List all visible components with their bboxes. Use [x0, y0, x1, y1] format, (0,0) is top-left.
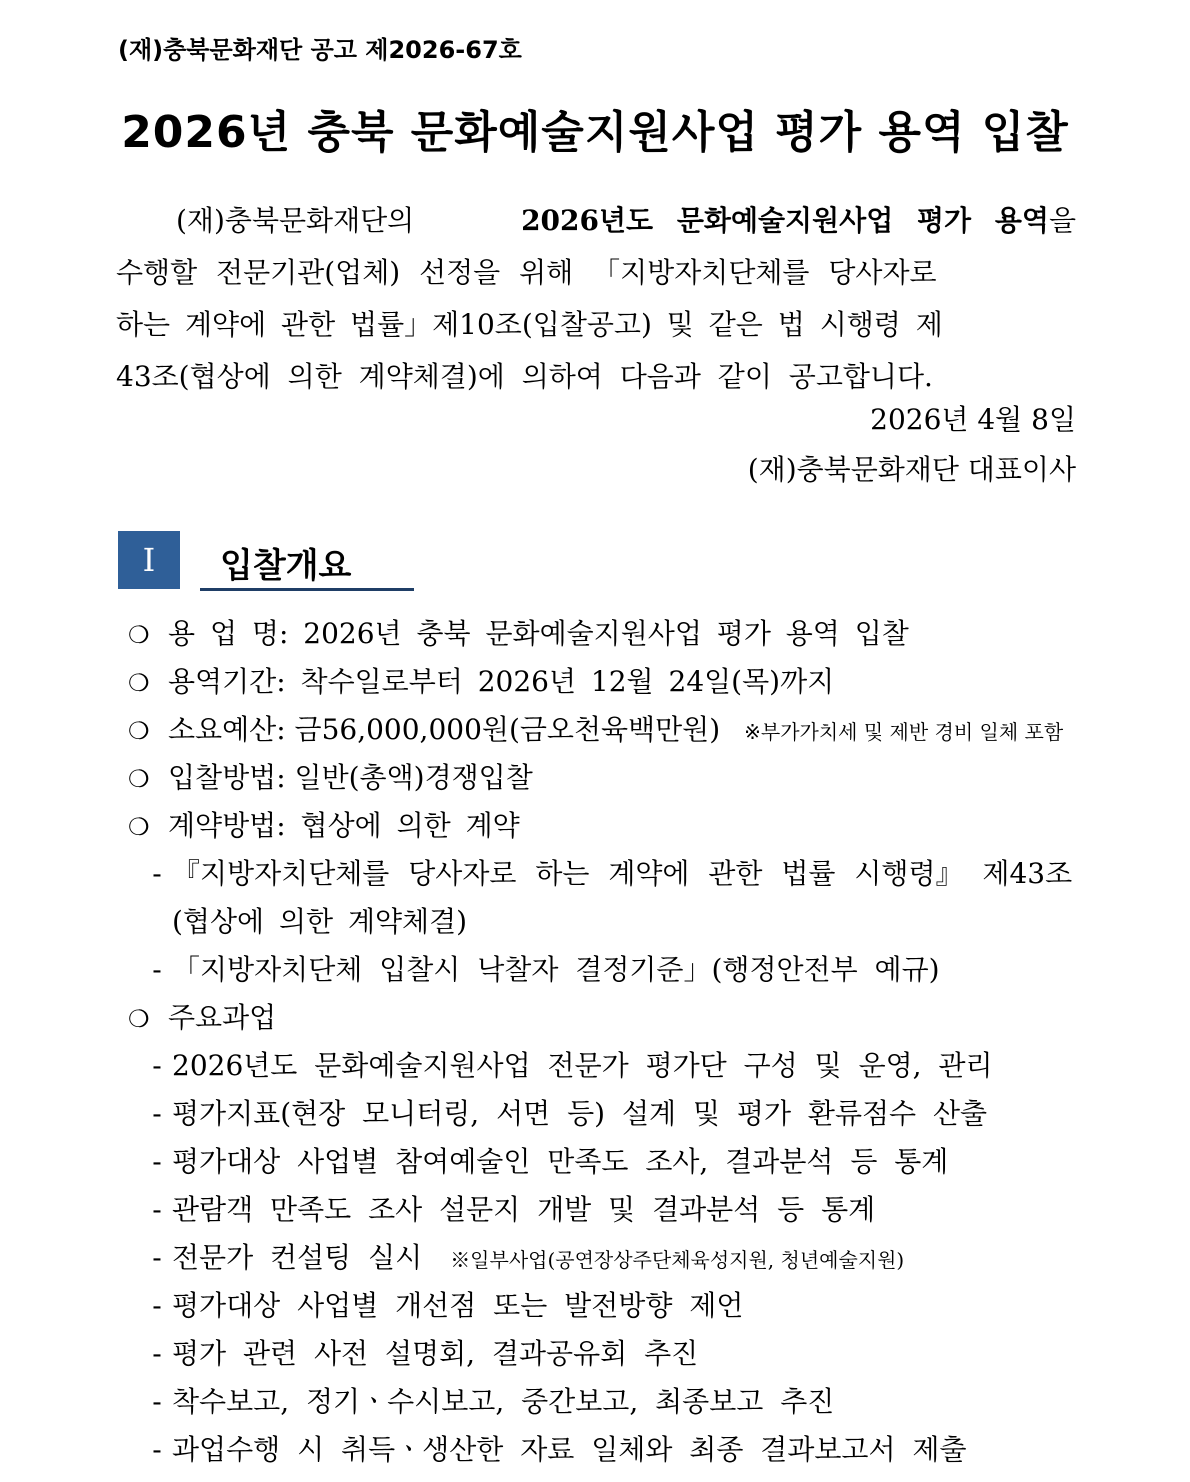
task-text: 평가지표(현장 모니터링, 서면 등) 설계 및 평가 환류점수 산출 — [172, 1097, 988, 1130]
task-item — [142, 1380, 834, 1420]
list-item — [172, 900, 467, 940]
task-item — [142, 1428, 967, 1468]
notice-date: 2026년 4월 8일 — [870, 403, 1076, 436]
notice-number: (재)충북문화재단 공고 제2026-67호 — [118, 36, 522, 64]
bullet-icon: ❍ — [128, 765, 150, 793]
task-text: 평가대상 사업별 개선점 또는 발전방향 제언 — [172, 1289, 744, 1322]
list-item — [128, 756, 533, 796]
bullet-icon: ❍ — [128, 813, 150, 841]
dash-marker: - — [152, 1385, 162, 1418]
item-main-tasks: 주요과업 — [168, 1001, 277, 1034]
intro-line1-c: 을 — [1048, 204, 1076, 237]
dash-marker: - — [152, 1097, 162, 1130]
list-item — [128, 804, 520, 844]
task-text: 평가대상 사업별 참여예술인 만족도 조사, 결과분석 등 통계 — [172, 1145, 949, 1178]
dash-marker: - — [152, 1193, 162, 1226]
task-note: ※일부사업(공연장상주단체육성지원, 청년예술지원) — [450, 1248, 905, 1272]
dash-marker: - — [152, 1289, 162, 1322]
dash-marker: - — [152, 1241, 162, 1274]
item-budget-note: ※부가가치세 및 제반 경비 일체 포함 — [744, 720, 1064, 744]
item-period: 용역기간: 착수일로부터 2026년 12월 24일(목)까지 — [168, 665, 835, 698]
intro-line-1 — [116, 195, 1076, 247]
task-text: 전문가 컨설팅 실시 — [172, 1241, 423, 1274]
item-bid-method: 입찰방법: 일반(총액)경쟁입찰 — [168, 761, 533, 794]
list-item — [142, 948, 940, 988]
document-title: 2026년 충북 문화예술지원사업 평가 용역 입찰 — [121, 107, 1069, 158]
dash-marker: - — [152, 1145, 162, 1178]
task-item — [142, 1236, 904, 1276]
task-item — [142, 1092, 987, 1132]
list-item — [142, 852, 1072, 892]
intro-line-2: 수행할 전문기관(업체) 선정을 위해 「지방자치단체를 당사자로 — [116, 256, 937, 289]
dash-marker: - — [152, 1433, 162, 1466]
task-text: 2026년도 문화예술지원사업 전문가 평가단 구성 및 운영, 관리 — [172, 1049, 993, 1082]
intro-line1-a: (재)충북문화재단의 — [176, 204, 415, 237]
intro-line-4: 43조(협상에 의한 계약체결)에 의하여 다음과 같이 공고합니다. — [116, 360, 933, 393]
dash-marker: - — [152, 953, 162, 986]
contract-basis-1: 『지방자치단체를 당사자로 하는 계약에 관한 법률 시행령』 제43조 — [172, 857, 1073, 890]
contract-basis-1-cont: (협상에 의한 계약체결) — [172, 905, 468, 938]
contract-basis-2: 「지방자치단체 입찰시 낙찰자 결정기준」(행정안전부 예규) — [172, 953, 940, 986]
list-item — [128, 708, 1063, 748]
list-item — [128, 660, 834, 700]
task-text: 관람객 만족도 조사 설문지 개발 및 결과분석 등 통계 — [172, 1193, 876, 1226]
section-title: 입찰개요 — [220, 546, 352, 586]
task-item — [142, 1284, 743, 1324]
list-item — [128, 612, 909, 652]
bullet-icon: ❍ — [128, 621, 150, 649]
task-item — [142, 1044, 993, 1084]
task-text: 착수보고, 정기ㆍ수시보고, 중간보고, 최종보고 추진 — [172, 1385, 835, 1418]
bullet-icon: ❍ — [128, 669, 150, 697]
intro-line1-b — [491, 195, 1076, 247]
intro-line-3: 하는 계약에 관한 법률」제10조(입찰공고) 및 같은 법 시행령 제 — [116, 308, 943, 341]
section-number-badge: I — [118, 531, 180, 589]
list-item — [128, 996, 276, 1036]
bullet-icon: ❍ — [128, 717, 150, 745]
task-item — [142, 1140, 948, 1180]
item-project-name: 용 업 명: 2026년 충북 문화예술지원사업 평가 용역 입찰 — [168, 617, 909, 650]
intro-line1-bold: 2026년도 문화예술지원사업 평가 용역 — [521, 204, 1049, 237]
bullet-icon: ❍ — [128, 1005, 150, 1033]
intro-paragraph — [116, 195, 1076, 403]
task-item — [142, 1188, 875, 1228]
task-text: 과업수행 시 취득ㆍ생산한 자료 일체와 최종 결과보고서 제출 — [172, 1433, 967, 1466]
item-contract-method: 계약방법: 협상에 의한 계약 — [168, 809, 520, 842]
dash-marker: - — [152, 1337, 162, 1370]
dash-marker: - — [152, 857, 162, 890]
signing-organization: (재)충북문화재단 대표이사 — [747, 453, 1076, 486]
task-item — [142, 1332, 698, 1372]
section-underline — [200, 588, 414, 591]
item-budget: 소요예산: 금56,000,000원(금오천육백만원) — [168, 713, 721, 746]
dash-marker: - — [152, 1049, 162, 1082]
task-text: 평가 관련 사전 설명회, 결과공유회 추진 — [172, 1337, 699, 1370]
